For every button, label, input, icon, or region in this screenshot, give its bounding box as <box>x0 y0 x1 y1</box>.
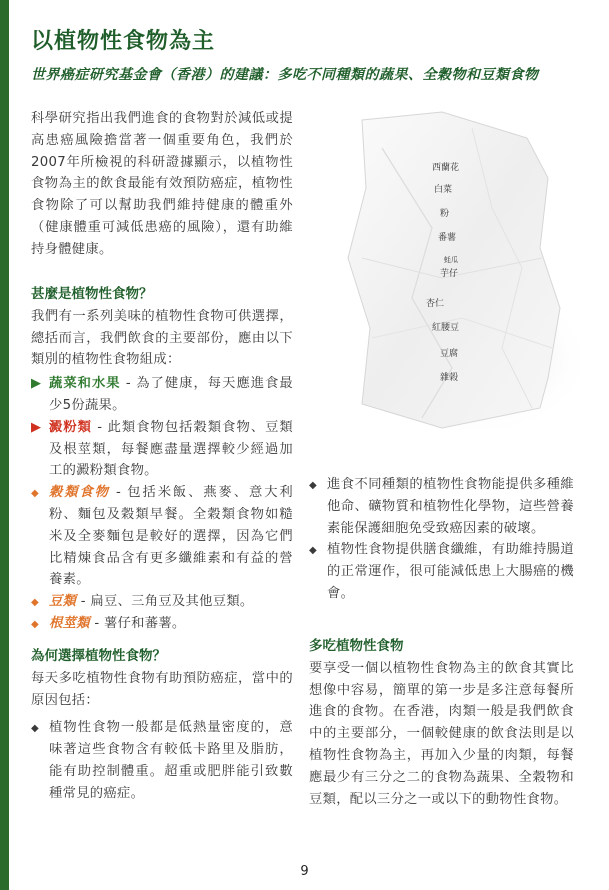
food-item-starch <box>31 417 293 482</box>
what-is-section <box>31 284 293 635</box>
note-line: 白菜 <box>434 185 453 195</box>
food-item-roots <box>31 613 293 635</box>
note-line: 雜榖 <box>440 373 459 383</box>
why-section <box>31 646 293 805</box>
what-is-paragraph: 我們有一系列美味的植物性食物可供選擇，總括而言，我們飲食的主要部份，應由以下類別的植物性食物組成： <box>31 308 293 368</box>
triangle-bullet-icon: ▶ <box>31 376 42 392</box>
note-line: 紅腰豆 <box>432 323 460 333</box>
food-term: 根莖類 <box>49 615 90 631</box>
page-number: 9 <box>300 864 309 879</box>
more-paragraph: 要享受一個以植物性食物為主的飲食其實比想像中容易，簡單的第一步是多注意每餐所進食的食物。在香港，肉類一般是我們飲食中的主要部分，一個較健康的飲食法則是以植物性食物為主，再加入少量的肉類，每餐應最少有三分之二的食物為蔬果、全穀物和豆類，配以三分之一或以下的動物性食物。 <box>309 660 574 807</box>
page-subtitle: 世界癌症研究基金會（香港）的建議：多吃不同種類的蔬果、全穀物和豆類食物 <box>31 67 539 83</box>
food-item-vegetables <box>31 373 293 417</box>
why-bullet-1 <box>31 717 293 804</box>
food-desc: - 薯仔和蕃薯。 <box>89 615 186 631</box>
food-term: 蔬菜和水果 <box>49 376 121 392</box>
note-line: 芋仔 <box>440 269 459 279</box>
intro-section <box>31 108 293 261</box>
diamond-bullet-icon: ◆ <box>309 480 317 491</box>
food-term: 澱粉類 <box>49 419 92 435</box>
why-heading: 為何選擇植物性食物？ <box>31 648 166 664</box>
why-bullet-2 <box>309 474 574 539</box>
note-line: 豆腐 <box>440 349 459 359</box>
food-item-grains <box>31 482 293 591</box>
food-term: 豆類 <box>49 594 77 610</box>
note-line: 杏仁 <box>426 299 445 309</box>
diamond-bullet-icon: ◆ <box>31 723 39 735</box>
diamond-bullet-icon: ◆ <box>309 545 317 557</box>
why-bullet-text: 植物性食物提供膳食纖維，有助維持腸道的正常運作，很可能減低患上大腸癌的機會。 <box>327 542 574 601</box>
left-accent-bar <box>0 0 9 890</box>
page-title: 以植物性食物為主 <box>31 29 216 54</box>
note-line: 西蘭花 <box>432 163 460 173</box>
note-line: 蚝瓜 <box>444 256 458 264</box>
intro-paragraph: 科學研究指出我們進食的食物對於減低或提高患癌風險擔當著一個重要角色，我們於 2007年所檢視的科研證據顯示，以植物性食物為主的飲食最能有效預防癌症，植物性食物除了可以幫助我們維持健康的體重外（健康體重可減低患癌的風險），還有助維持身體健康。 <box>31 111 293 257</box>
note-line: 粉 <box>440 209 450 219</box>
diamond-bullet-icon: ◆ <box>31 488 39 500</box>
food-desc: - 包括米飯、燕麥、意大利粉、麵包及穀類早餐。全穀類食物如糙米及全麥麵包是較好的選擇，因為它們比精煉食品含有更多纖維素和有益的營養素。 <box>49 485 294 588</box>
diamond-bullet-icon: ◆ <box>31 597 39 609</box>
why-bullet-text: 植物性食物一般都是低熱量密度的，意味著這些食物含有較低卡路里及脂肪，能有助控制體重。超重或肥胖能引致數種常見的癌症。 <box>49 720 293 801</box>
more-section <box>309 636 574 810</box>
note-line: 番薯 <box>438 233 457 243</box>
triangle-bullet-icon: ▶ <box>31 419 42 435</box>
why-continued-section <box>309 474 574 605</box>
why-paragraph: 每天多吃植物性食物有助預防癌症，當中的原因包括： <box>31 670 293 708</box>
why-bullet-text: 進食不同種類的植物性食物能提供多種維他命、礦物質和植物性化學物，這些營養素能保護細胞免受致癌因素的破壞。 <box>327 477 574 536</box>
food-term: 穀類食物 <box>49 485 110 501</box>
diamond-bullet-icon: ◆ <box>31 618 39 630</box>
why-bullet-3 <box>309 539 574 604</box>
more-heading: 多吃植物性食物 <box>309 638 404 654</box>
food-desc: - 為了健康，每天應進食最少5份蔬果。 <box>49 376 294 413</box>
food-item-beans <box>31 591 293 613</box>
food-desc: - 扁豆、三角豆及其他豆類。 <box>76 594 254 610</box>
crumpled-shopping-list-photo <box>322 108 584 448</box>
what-is-heading: 甚麼是植物性食物？ <box>31 286 153 302</box>
food-desc: - 此類食物包括穀類食物、豆類及根莖類，每餐應盡量選擇較少經過加工的澱粉類食物。 <box>49 419 293 479</box>
